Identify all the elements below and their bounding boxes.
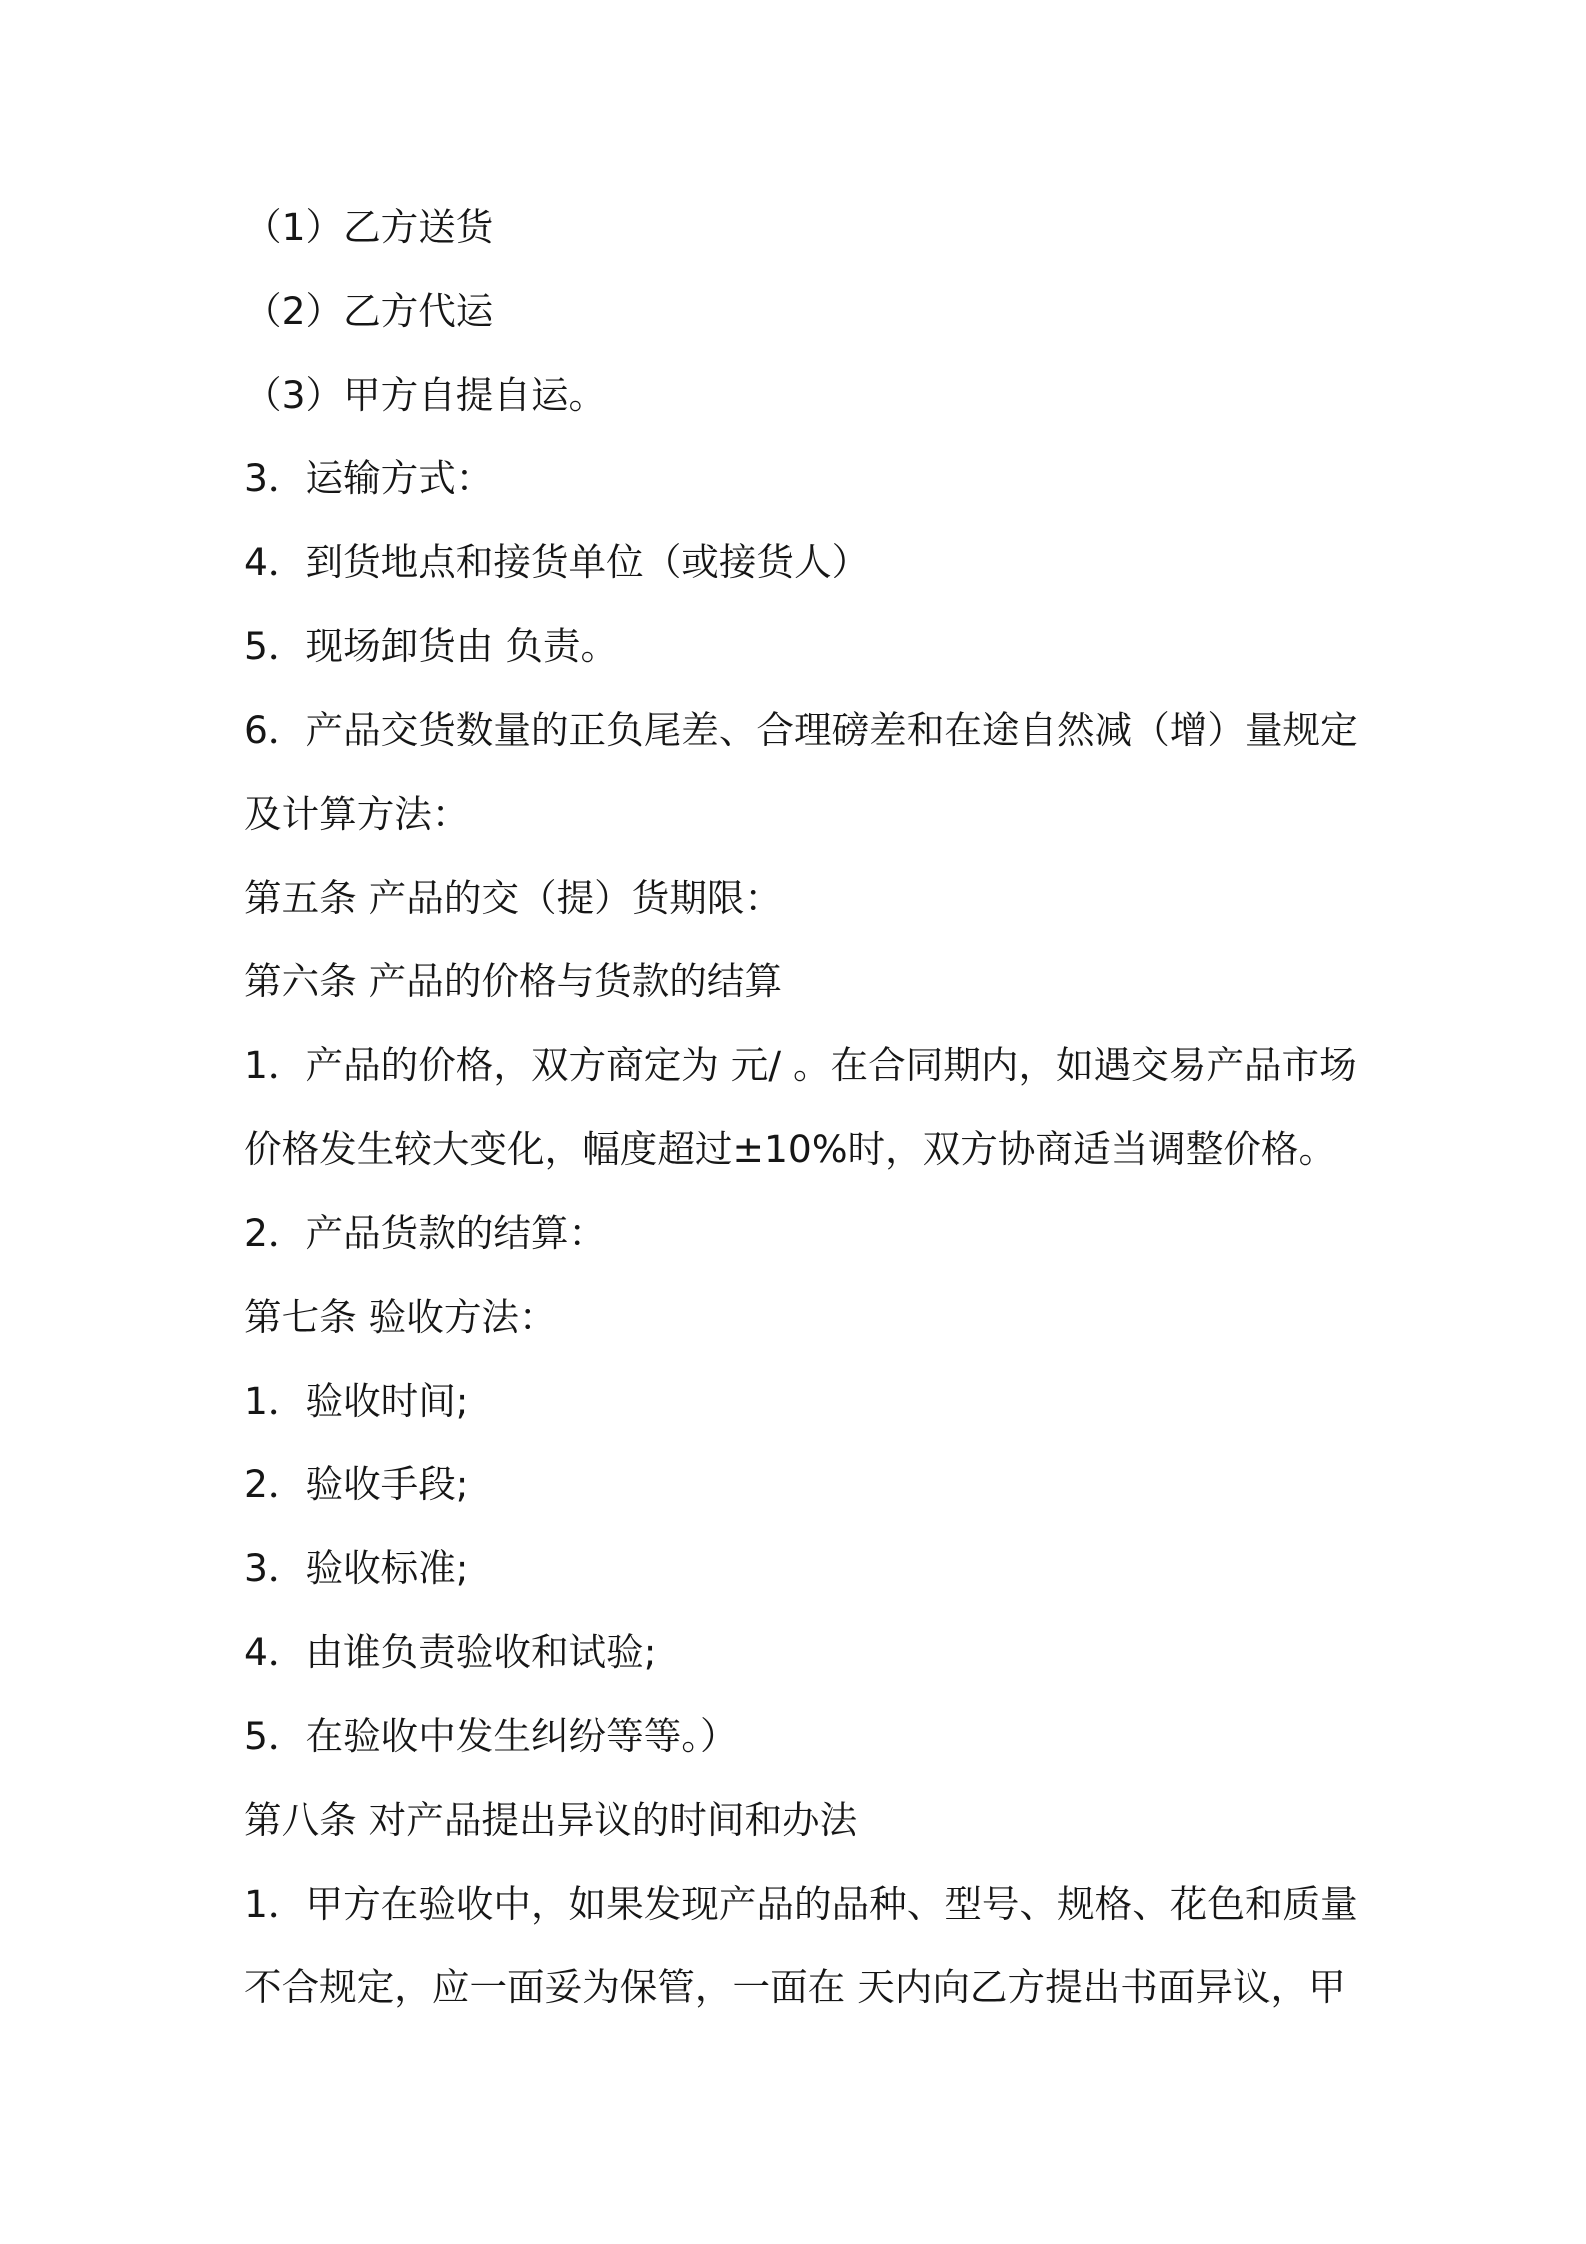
- delivery-methods: [244, 186, 1586, 437]
- article-8-heading: 第八条 对产品提出异议的时间和办法: [244, 1797, 858, 1842]
- clause-transport-method: 3．运输方式：: [244, 456, 494, 501]
- clause-buyer-objection-continued: 不合规定，应一面妥为保管，一面在 天内向乙方提出书面异议，甲: [244, 1965, 1346, 2010]
- clause-quantity-tolerance: 6．产品交货数量的正负尾差、合理磅差和在途自然减（增）量规定: [244, 707, 1358, 752]
- clause-payment-settlement: 2．产品货款的结算：: [244, 1210, 607, 1255]
- clause-product-price: 1．产品的价格，双方商定为 元/ 。在合同期内，如遇交易产品市场: [244, 1043, 1357, 1088]
- inspection-item-means: 2．验收手段;: [244, 1462, 469, 1507]
- article-6-heading: 第六条 产品的价格与货款的结算: [244, 959, 783, 1004]
- inspection-item-disputes: 5．在验收中发生纠纷等等。）: [244, 1713, 738, 1758]
- clause-onsite-unloading: 5．现场卸货由 负责。: [244, 624, 619, 669]
- article-7-heading: 第七条 验收方法：: [244, 1294, 557, 1339]
- clause-quantity-tolerance-continued: 及计算方法：: [244, 791, 470, 836]
- delivery-option-seller-ships: （2）乙方代运: [244, 288, 494, 333]
- article-6: [244, 940, 1586, 1275]
- delivery-option-seller-delivers: （1）乙方送货: [244, 205, 494, 249]
- article-5-heading: 第五条 产品的交（提）货期限：: [244, 875, 783, 920]
- clause-buyer-objection: 1．甲方在验收中，如果发现产品的品种、型号、规格、花色和质量: [244, 1881, 1358, 1926]
- delivery-clauses: [244, 437, 1586, 856]
- inspection-item-responsible-party: 4．由谁负责验收和试验;: [244, 1630, 657, 1675]
- clause-delivery-location: 4．到货地点和接货单位（或接货人）: [244, 540, 870, 585]
- inspection-item-time: 1．验收时间;: [244, 1378, 469, 1423]
- inspection-item-standard: 3．验收标准;: [244, 1546, 469, 1591]
- article-5: [244, 857, 1586, 941]
- article-8: [244, 1779, 1586, 2030]
- clause-product-price-continued: 价格发生较大变化，幅度超过±10%时，双方协商适当调整价格。: [244, 1127, 1337, 1172]
- article-7: [244, 1276, 1586, 1779]
- delivery-option-buyer-pickup: （3）甲方自提自运。: [244, 372, 607, 417]
